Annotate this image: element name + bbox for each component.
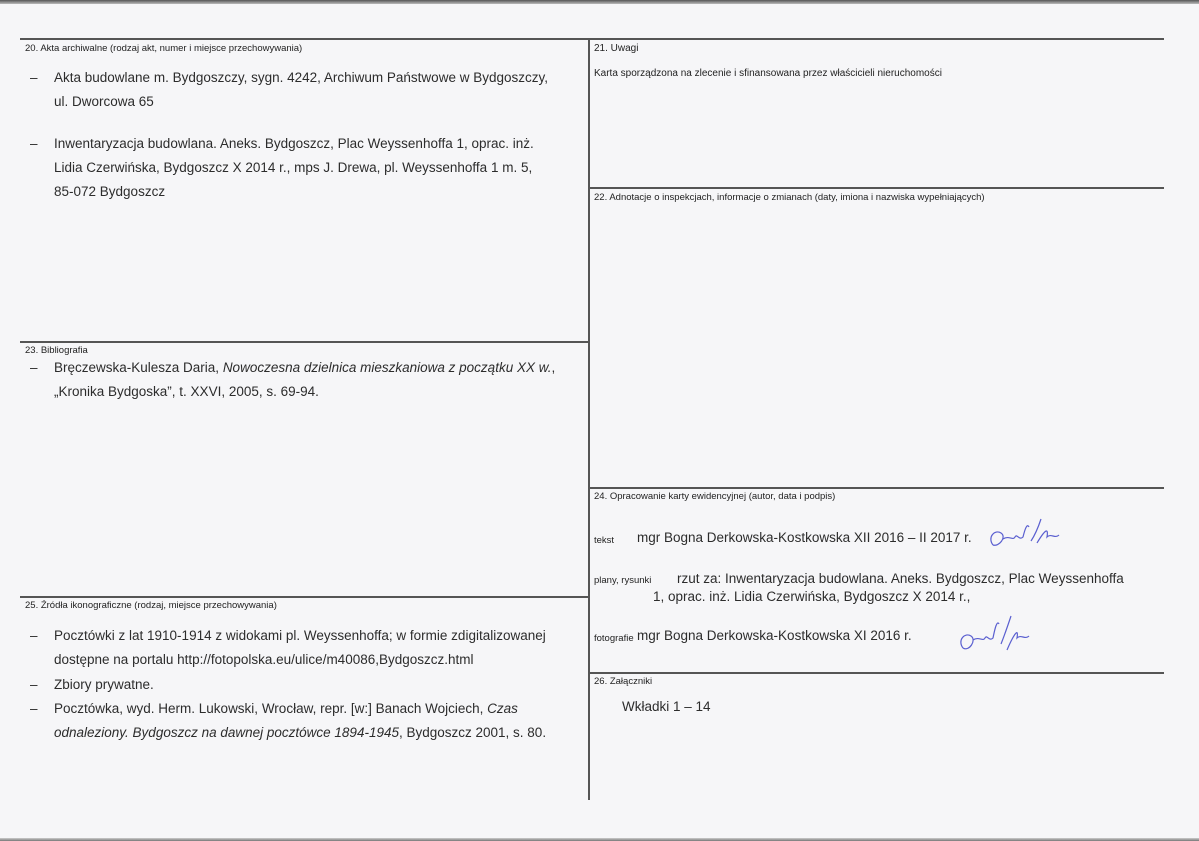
scan-edge-top <box>0 0 1199 4</box>
list-item: – Bręczewska-Kulesza Daria, Nowoczesna dzielnica mieszkaniowa z początku XX w., „Kronika Bydgoska”, t. XXVI, 2005, s. 69-94. <box>54 356 584 404</box>
bullet-dash: – <box>30 360 38 375</box>
list-item: – Inwentaryzacja budowlana. Aneks. Bydgoszcz, Plac Weyssenhoffa 1, oprac. inż. Lidia Czerwińska, Bydgoszcz X 2014 r., mps J. Drewa, pl. Weyssenhoffa 1 m. 5, 85-072 Bydgoszcz <box>54 132 584 204</box>
section-label: 25. Źródła ikonograficzne (rodzaj, miejsce przechowywania) <box>25 600 277 611</box>
remarks-text: Karta sporządzona na zlecenie i sfinansowana przez właścicieli nieruchomości <box>594 68 942 79</box>
section-label: 23. Bibliografia <box>25 345 88 356</box>
signature-icon <box>985 515 1075 555</box>
section-label: 22. Adnotacje o inspekcjach, informacje o zmianach (daty, imiona i nazwiska wypełniających) <box>594 192 985 203</box>
divider-22-24 <box>589 487 1164 489</box>
row-value-drawings: rzut za: Inwentaryzacja budowlana. Aneks. Bydgoszcz, Plac Weyssenhoffa <box>677 571 1124 586</box>
divider-23-25 <box>20 596 589 598</box>
row-value-photos: mgr Bogna Derkowska-Kostkowska XI 2016 r. <box>637 628 912 643</box>
bullet-dash: – <box>30 628 38 643</box>
section-label: 24. Opracowanie karty ewidencyjnej (autor, data i podpis) <box>594 491 836 502</box>
bullet-dash: – <box>30 701 38 716</box>
row-value-text: mgr Bogna Derkowska-Kostkowska XII 2016 – II 2017 r. <box>637 530 972 545</box>
divider-20-23 <box>20 341 589 343</box>
row-key-photos: fotografie <box>594 633 634 644</box>
row-key-drawings: plany, rysunki <box>594 575 652 586</box>
bullet-dash: – <box>30 677 38 692</box>
divider-21-22 <box>589 187 1164 189</box>
divider-24-26 <box>589 672 1164 674</box>
bullet-dash: – <box>30 70 38 85</box>
section-label: 21. Uwagi <box>594 43 639 54</box>
row-key-text: tekst <box>594 535 615 546</box>
divider-vertical <box>588 38 590 800</box>
section-label: 20. Akta archiwalne (rodzaj akt, numer i miejsce przechowywania) <box>25 43 303 54</box>
list-item: – Pocztówka, wyd. Herm. Lukowski, Wrocław, repr. [w:] Banach Wojciech, Czas odnaleziony. Bydgoszcz na dawnej pocztówce 1894-1945, Bydgoszcz 2001, s. 80. <box>54 697 589 745</box>
signature-icon <box>955 610 1045 660</box>
section-label: 26. Załączniki <box>594 676 653 687</box>
list-item: – Akta budowlane m. Bydgoszczy, sygn. 4242, Archiwum Państwowe w Bydgoszczy, ul. Dworcowa 65 <box>54 66 584 114</box>
divider-top <box>20 38 1164 40</box>
row-value-drawings-cont: 1, oprac. inż. Lidia Czerwińska, Bydgoszcz X 2014 r., <box>653 589 971 604</box>
bullet-dash: – <box>30 136 38 151</box>
list-item: – Zbiory prywatne. <box>54 673 584 697</box>
attachments-text: Wkładki 1 – 14 <box>622 699 711 714</box>
list-item: – Pocztówki z lat 1910-1914 z widokami pl. Weyssenhoffa; w formie zdigitalizowanej dostępne na portalu http://fotopolska.eu/ulice/m40086,Bydgoszcz.html <box>54 624 589 672</box>
